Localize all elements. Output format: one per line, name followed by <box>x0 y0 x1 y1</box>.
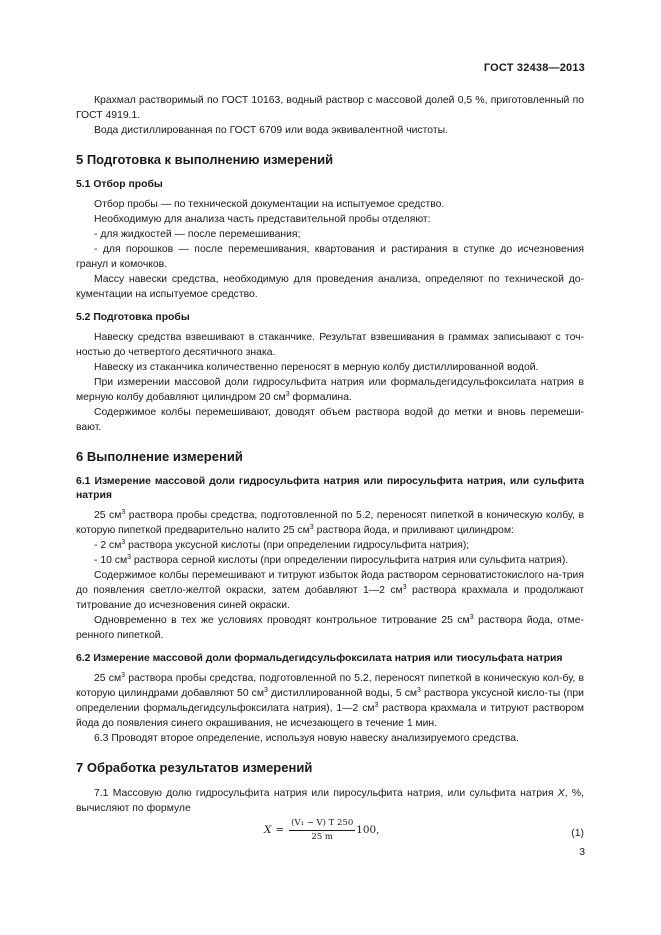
list-item <box>76 538 584 553</box>
text-run: 25 см <box>94 673 122 684</box>
text-run: - 2 см <box>94 540 122 551</box>
text-run: - 10 см <box>94 555 128 566</box>
text-run: раствора пробы средства, подготовленной по 5.2, переносят пипеткой в коническую кол-бу, в которую цилиндрами добавляют 50 см <box>76 673 584 699</box>
text-run: раствора йода, отме-ренного пипеткой. <box>76 615 584 641</box>
superscript: 3 <box>285 391 290 398</box>
standard-header: ГОСТ 32438—2013 <box>483 62 585 74</box>
text-run: раствора серной кислоты (при определении пиросульфита натрия или сульфита натрия). <box>131 555 569 566</box>
superscript: 3 <box>417 687 421 694</box>
paragraph: Необходимую для анализа часть представительной пробы отделяют: <box>94 214 431 225</box>
section-5-heading: 5 Подготовка к выполнению измерений <box>76 152 334 167</box>
text-run: раствора крахмала и титруют раствором йода до появления синего окрашивания, не исчезающего в течение 1 мин. <box>76 703 584 729</box>
paragraph <box>76 613 584 643</box>
text-run: раствора уксусной кисло-ты (при определении формальдегидсульфоксилата натрия), 1—2 см <box>76 688 584 714</box>
paragraph <box>76 786 584 816</box>
superscript: 3 <box>121 539 126 546</box>
paragraph <box>76 508 584 538</box>
text-run: раствора крахмала и продолжают титрование до исчезновения синей окраски. <box>76 585 584 611</box>
paragraph <box>76 671 584 731</box>
text-run: раствора йода, и приливают цилиндром: <box>313 525 514 536</box>
page-number: 3 <box>579 847 585 858</box>
subsection-5-2-heading: 5.2 Подготовка пробы <box>76 312 190 323</box>
formula-row <box>76 818 584 848</box>
list-item: - для жидкостей — после перемешивания; <box>94 229 301 240</box>
paragraph <box>76 568 584 613</box>
list-item: - для порошков — после перемешивания, квартования и растирания в ступке до исчезновения гранул и комочков. <box>76 244 584 270</box>
superscript: 3 <box>402 584 407 591</box>
superscript: 3 <box>127 554 132 561</box>
superscript: 3 <box>121 509 126 516</box>
formula-number: (1) <box>571 828 584 839</box>
paragraph: 6.3 Проводят второе определение, используя новую навеску анализируемого средства. <box>94 733 519 744</box>
paragraph: Навеску из стаканчика количественно переносят в мерную колбу дистиллированной водой. <box>94 362 539 373</box>
superscript: 3 <box>469 614 474 621</box>
text-run: Содержимое колбы перемешивают и титруют избыток йода раствором серноватистокислого на-трия до появления светло-желтой окраски, затем добавляют 1—2 см <box>76 570 584 596</box>
formula-tail: 100, <box>356 824 380 836</box>
text-run: раствора уксусной кислоты (при определении гидросульфита натрия); <box>125 540 470 551</box>
subsection-5-1-heading: 5.1 Отбор пробы <box>76 179 163 190</box>
superscript: 3 <box>309 524 314 531</box>
formula-fraction <box>289 818 355 843</box>
text-run: дистиллированной воды, 5 см <box>267 688 418 699</box>
page-content <box>76 93 584 848</box>
superscript: 3 <box>264 687 268 694</box>
paragraph <box>76 375 584 405</box>
paragraph: Навеску средства взвешивают в стаканчике. Результат взвешивания в граммах записывают с точ-ностью до четвертого десятичного знака. <box>76 332 584 358</box>
formula-lhs: X <box>264 824 272 836</box>
paragraph: Массу навески средства, необходимую для проведения анализа, определяют по технической до-кументации на испытуемое средство. <box>76 274 584 300</box>
paragraph: Содержимое колбы перемешивают, доводят объем раствора водой до метки и вновь перемеши-вают. <box>76 407 584 433</box>
formula-denominator: 25 m <box>311 832 333 842</box>
section-7-heading: 7 Обработка результатов измерений <box>76 760 313 775</box>
superscript: 3 <box>374 702 379 709</box>
intro-paragraph: Крахмал растворимый по ГОСТ 10163, водный раствор с массовой долей 0,5 %, приготовленный по ГОСТ 4919.1. <box>76 95 584 121</box>
text-run: , %, вычисляют по формуле <box>76 788 584 814</box>
list-item <box>76 553 584 568</box>
formula-numerator: (V₁ − V) T 250 <box>289 818 355 831</box>
text-run: Одновременно в тех же условиях проводят контрольное титрование 25 см <box>94 615 470 626</box>
formula-equals: = <box>275 824 285 836</box>
paragraph: Отбор пробы — по технической документации на испытуемое средство. <box>94 199 445 210</box>
text-run: 7.1 Массовую долю гидросульфита натрия или пиросульфита натрия, или сульфита натрия <box>94 788 558 799</box>
section-6-heading: 6 Выполнение измерений <box>76 449 243 464</box>
subsection-6-2-heading: 6.2 Измерение массовой доли формальдегидсульфоксилата натрия или тиосульфата натрия <box>76 653 563 664</box>
superscript: 3 <box>121 672 126 679</box>
text-run: формалина. <box>289 392 352 403</box>
text-run: 25 см <box>94 510 122 521</box>
text-run: При измерении массовой доли гидросульфита натрия или формальдегидсульфоксилата натрия в мерную колбу добавляют цилиндром 20 см <box>76 377 584 403</box>
text-run: раствора пробы средства, подготовленной по 5.2, переносят пипеткой в коническую колбу, в которую пипеткой предварительно налито 25 см <box>76 510 584 536</box>
intro-paragraph: Вода дистиллированная по ГОСТ 6709 или вода эквивалентной чистоты. <box>94 125 448 136</box>
formula <box>264 818 379 843</box>
subsection-6-1-heading: 6.1 Измерение массовой доли гидросульфита натрия или пиросульфита натрия, или сульфита натрия <box>76 476 584 501</box>
variable: X <box>557 788 565 799</box>
